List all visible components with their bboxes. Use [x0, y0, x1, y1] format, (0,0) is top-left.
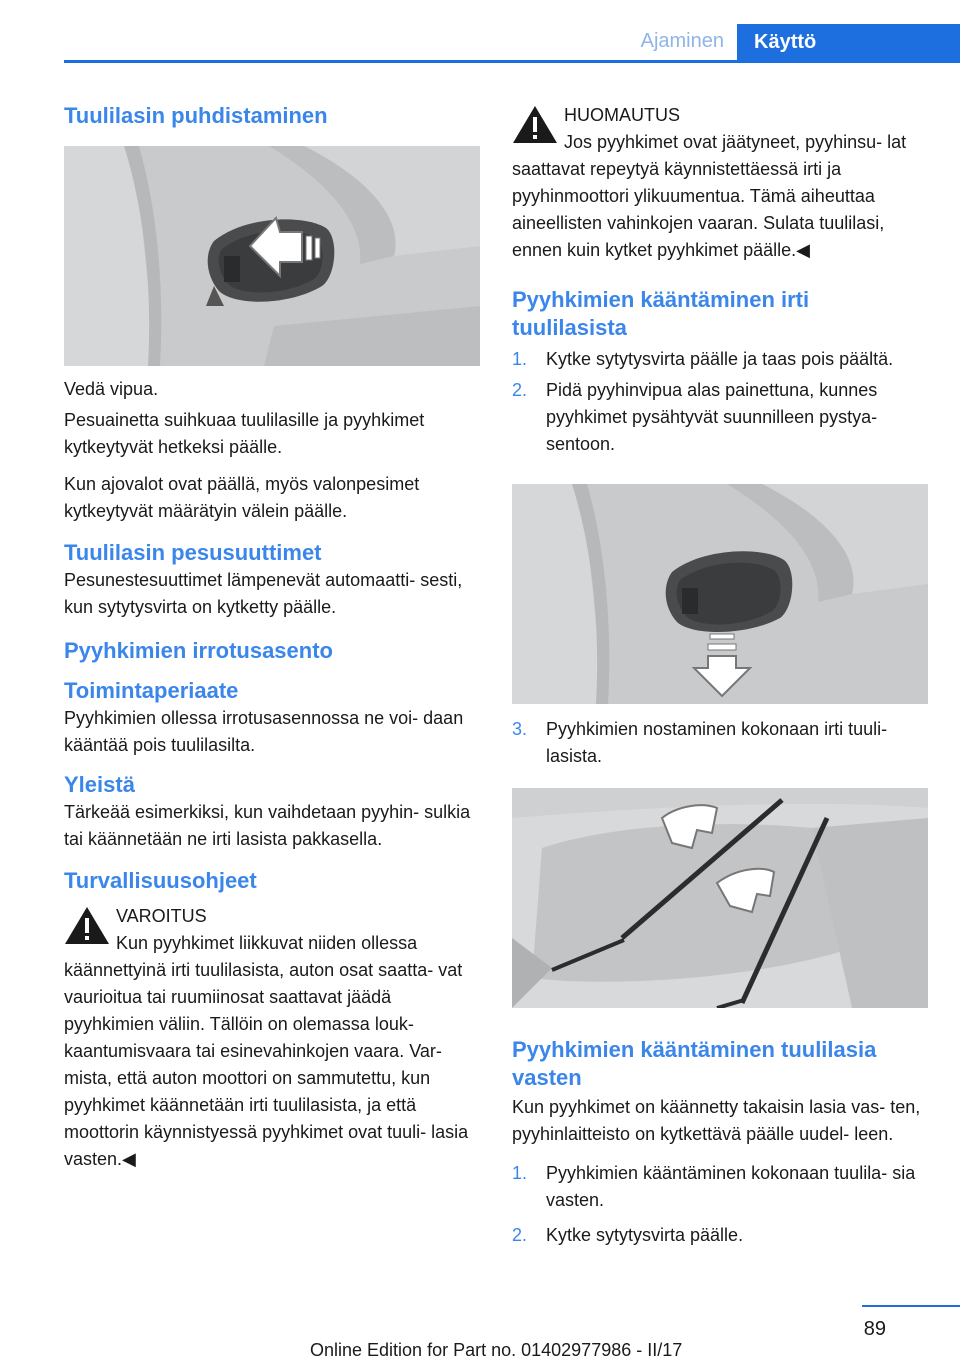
steps-lift	[512, 716, 928, 770]
step-text: Pyyhkimien kääntäminen kokonaan tuulila‐ sia vasten.	[546, 1163, 916, 1210]
paragraph-general: Tärkeää esimerkiksi, kun vaihdetaan pyyhin‐ sulkia tai käännetään ne irti lasista pakkasella.	[64, 802, 471, 849]
warning-block	[64, 903, 480, 1173]
wipers-lifted-illustration	[512, 788, 928, 1008]
warning-triangle-icon	[64, 905, 110, 945]
figure-wiper-lever-press	[512, 484, 928, 704]
steps-fold-back	[512, 1160, 928, 1249]
heading-wiper-folding-position: Pyyhkimien irrotusasento	[64, 638, 333, 663]
paragraph-pull-lever: Vedä vipua.	[64, 379, 159, 399]
step-text: Kytke sytytysvirta päälle ja taas pois päältä.	[546, 349, 894, 369]
warning-label: VAROITUS	[116, 906, 207, 926]
step-text: Pyyhkimien nostaminen kokonaan irti tuuli‐ lasista.	[546, 719, 888, 766]
paragraph-principle: Pyyhkimien ollessa irrotusasennossa ne voi‐ daan kääntää pois tuulilasilta.	[64, 708, 464, 755]
heading-washer-nozzles: Tuulilasin pesusuuttimet	[64, 540, 322, 565]
notice-label: HUOMAUTUS	[564, 105, 680, 125]
heading-fold-away: Pyyhkimien kääntäminen irti tuulilasista	[512, 287, 810, 340]
step-text: Kytke sytytysvirta päälle.	[546, 1225, 744, 1245]
step-number: 1.	[512, 1163, 528, 1183]
step-number: 1.	[512, 349, 528, 369]
right-column	[512, 102, 928, 1249]
page-number: 89	[863, 1318, 886, 1340]
paragraph-headlight-washers: Kun ajovalot ovat päällä, myös valonpesimet kytkeytyvät määrätyin välein päälle.	[64, 474, 420, 521]
header-section: Ajaminen	[640, 30, 724, 52]
steps-fold-away	[512, 346, 928, 458]
step-number: 3.	[512, 719, 528, 739]
notice-block	[512, 102, 928, 264]
heading-windshield-cleaning: Tuulilasin puhdistaminen	[64, 103, 328, 128]
paragraph-washer-spray: Pesuainetta suihkuaa tuulilasille ja pyyhkimet kytkeytyvät hetkeksi päälle.	[64, 410, 425, 457]
paragraph-fold-back: Kun pyyhkimet on käännetty takaisin lasia vas‐ ten, pyyhinlaitteisto on kytkettävä päälle uudel‐ leen.	[512, 1097, 921, 1144]
list-item	[512, 346, 928, 373]
lever-pull-illustration	[64, 146, 480, 366]
list-item	[512, 1222, 928, 1249]
lever-press-illustration	[512, 484, 928, 704]
header-chapter-tab: Käyttö	[737, 24, 960, 62]
edition-text: Online Edition for Part no. 01402977986 - II/17	[310, 1340, 683, 1360]
step-text: Pidä pyyhinvipua alas painettuna, kunnes pyyhkimet pysähtyvät suunnilleen pystya‐ sentoon.	[546, 380, 878, 454]
figure-wipers-lifted	[512, 788, 928, 1008]
list-item	[512, 1160, 928, 1214]
notice-triangle-icon	[512, 104, 558, 144]
footer-rule	[862, 1305, 960, 1307]
heading-fold-back: Pyyhkimien kääntäminen tuulilasia vasten	[512, 1037, 877, 1090]
warning-text: Kun pyyhkimet liikkuvat niiden ollessa käännettyinä irti tuulilasista, auton osat saatta‐ vat vaurioitua tai ruumiinosat saattavat jäädä pyyhkimien väliin. Tällöin on olemassa louk‐ kaantumisvaara tai esinevahinkojen vaara. Var‐ mista, että auton moottori on sammutettu, kun pyyhkimet käännetään irti tuulilasista, ja että moottorin käynnistyessä pyyhkimet ovat tuuli‐ lasia vasten.◀	[64, 933, 469, 1169]
notice-text: Jos pyyhkimet ovat jäätyneet, pyyhinsu‐ lat saattavat repeytyä käynnistettäessä irti ja pyyhinmoottori ylikuumentua. Tämä aiheuttaa aineellisten vahinkojen vaaran. Sulata tuulilasi, ennen kuin kytket pyyhkimet päälle.◀	[512, 132, 907, 260]
step-number: 2.	[512, 380, 528, 400]
list-item	[512, 377, 928, 458]
heading-safety-notes: Turvallisuusohjeet	[64, 868, 257, 893]
header-rule	[64, 60, 960, 63]
heading-general: Yleistä	[64, 772, 135, 797]
left-column	[64, 102, 480, 1173]
step-number: 2.	[512, 1225, 528, 1245]
list-item	[512, 716, 928, 770]
figure-wiper-lever-pull	[64, 146, 480, 366]
heading-principle: Toimintaperiaate	[64, 678, 239, 703]
paragraph-nozzles-heated: Pesunestesuuttimet lämpenevät automaatti‐ sesti, kun sytytysvirta on kytketty päälle.	[64, 570, 463, 617]
